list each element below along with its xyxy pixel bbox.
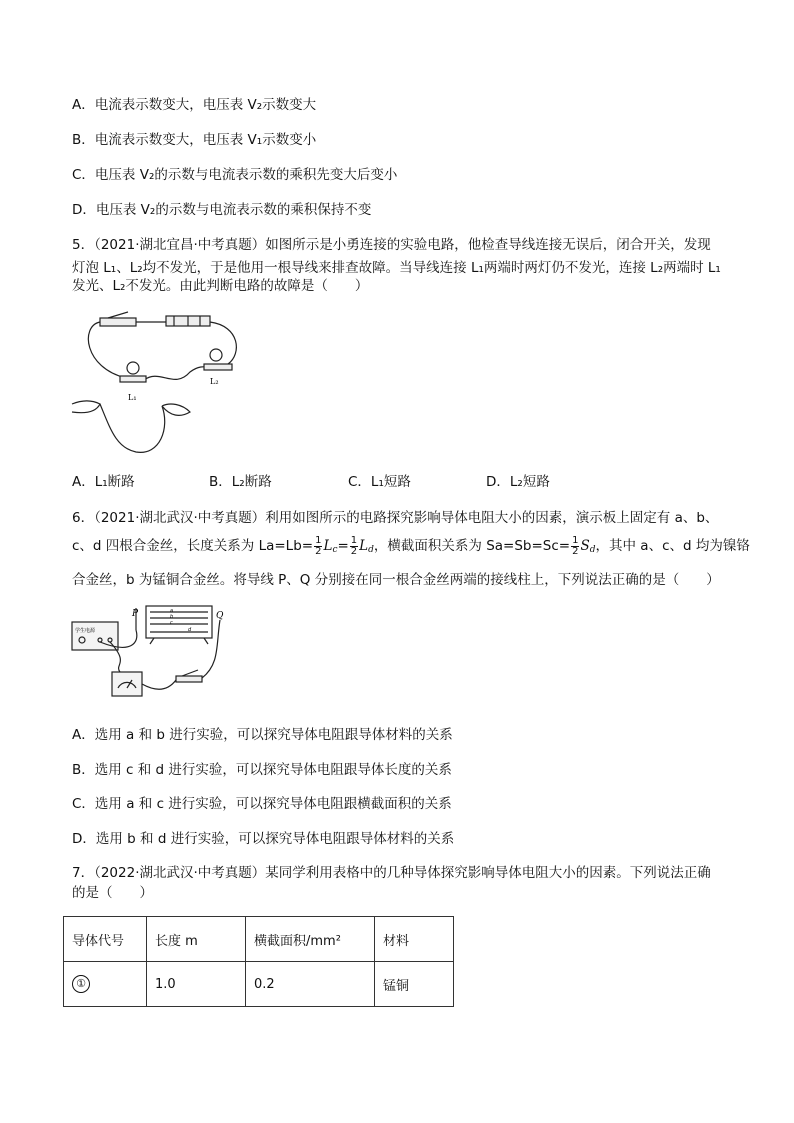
q5-option-a: A．L₁断路 xyxy=(72,474,135,490)
q6-Ld: $L_d$ xyxy=(359,538,374,555)
q6-option-d: D．选用 b 和 d 进行实验，可以探究导体电阻跟导体材料的关系 xyxy=(72,831,455,847)
table-row xyxy=(64,962,454,1007)
q5-circuit-figure xyxy=(70,308,260,460)
table-cell: 1.0 xyxy=(147,962,246,1007)
q6-Lc: $L_c$ xyxy=(323,538,338,555)
q6-label-p: P xyxy=(132,609,139,619)
q6-fraction-1: $\frac{1}{2}$ xyxy=(315,534,322,557)
table-header-cell: 长度 m xyxy=(147,917,246,962)
q4-option-c: C．电压表 V₂的示数与电流表示数的乘积先变大后变小 xyxy=(72,167,398,183)
q4-option-a: A．电流表示数变大，电压表 V₂示数变大 xyxy=(72,97,317,113)
q7-conductor-table xyxy=(63,916,454,1007)
q6-circuit-figure xyxy=(70,604,230,708)
q6-wire-label-b: b xyxy=(170,614,174,620)
q6-option-c: C．选用 a 和 c 进行实验，可以探究导体电阻跟横截面积的关系 xyxy=(72,796,452,812)
q6-option-b: B．选用 c 和 d 进行实验，可以探究导体电阻跟导体长度的关系 xyxy=(72,762,452,778)
table-header-cell: 横截面积/mm² xyxy=(246,917,375,962)
q6-label-supply: 学生电源 xyxy=(75,628,96,634)
q5-label-l2: L₂ xyxy=(210,377,219,386)
q7-stem-line2: 的是（ ） xyxy=(72,885,153,901)
q6-wire-label-c: c xyxy=(170,620,173,626)
q6-fraction-2: $\frac{1}{2}$ xyxy=(350,534,358,557)
table-header-cell: 材料 xyxy=(375,917,454,962)
q6-stem-line1: 6．（2021·湖北武汉·中考真题）利用如图所示的电路探究影响导体电阻大小的因素，演示板上固定有 a、b、 xyxy=(72,510,719,526)
q6-stem-line2: c、d 四根合金丝，长度关系为 La=Lb= $\frac{1}{2}$ $L_c=$ $\frac{1}{2}$ $L_d$，横截面积关系为 Sa=Sb=Sc= $\frac{1}{2}$ $S_d$，其中 a、c、d 均为镍铬 xyxy=(72,534,750,557)
q6-stem-line3: 合金丝，b 为锰铜合金丝。将导线 P、Q 分别接在同一根合金丝两端的接线柱上，下列说法正确的是（ ） xyxy=(72,572,720,588)
q4-option-d: D．电压表 V₂的示数与电流表示数的乘积保持不变 xyxy=(72,202,372,218)
table-cell xyxy=(64,962,147,1007)
q5-label-l1: L₁ xyxy=(128,393,137,402)
q4-option-b: B．电流表示数变大，电压表 V₁示数变小 xyxy=(72,132,317,148)
q7-stem-line1: 7．（2022·湖北武汉·中考真题）某同学利用表格中的几种导体探究影响导体电阻大小的因素。下列说法正确 xyxy=(72,865,711,881)
q6-line2-part-b: ，横截面积关系为 Sa=Sb=Sc= xyxy=(373,538,571,554)
q6-wire-label-d: d xyxy=(188,627,192,633)
q6-fraction-3: $\frac{1}{2}$ xyxy=(572,534,579,557)
q5-stem-line3: 发光、L₂不发光。由此判断电路的故障是（ ） xyxy=(72,278,369,294)
table-header-row xyxy=(64,917,454,962)
q5-option-c: C．L₁短路 xyxy=(348,474,411,490)
q5-stem-line2: 灯泡 L₁、L₂均不发光，于是他用一根导线来排查故障。当导线连接 L₁两端时两灯仍不发光，连接 L₂两端时 L₁ xyxy=(72,260,721,276)
row-id-circled: ① xyxy=(72,975,90,993)
q6-option-a: A．选用 a 和 b 进行实验，可以探究导体电阻跟导体材料的关系 xyxy=(72,727,453,743)
q5-option-d: D．L₂短路 xyxy=(486,474,550,490)
q5-stem-line1: 5．（2021·湖北宜昌·中考真题）如图所示是小勇连接的实验电路，他检查导线连接无误后，闭合开关，发现 xyxy=(72,237,711,253)
table-cell: 0.2 xyxy=(246,962,375,1007)
table-header-cell: 导体代号 xyxy=(64,917,147,962)
q6-wire-label-a: a xyxy=(170,608,174,614)
q6-label-q: Q xyxy=(216,611,224,621)
q6-line2-part-a: c、d 四根合金丝，长度关系为 La=Lb= xyxy=(72,538,314,554)
q6-Sd: $S_d$ xyxy=(580,538,596,555)
q5-option-b: B．L₂断路 xyxy=(209,474,272,490)
table-cell: 锰铜 xyxy=(375,962,454,1007)
q6-line2-part-c: ，其中 a、c、d 均为镍铬 xyxy=(595,538,750,554)
